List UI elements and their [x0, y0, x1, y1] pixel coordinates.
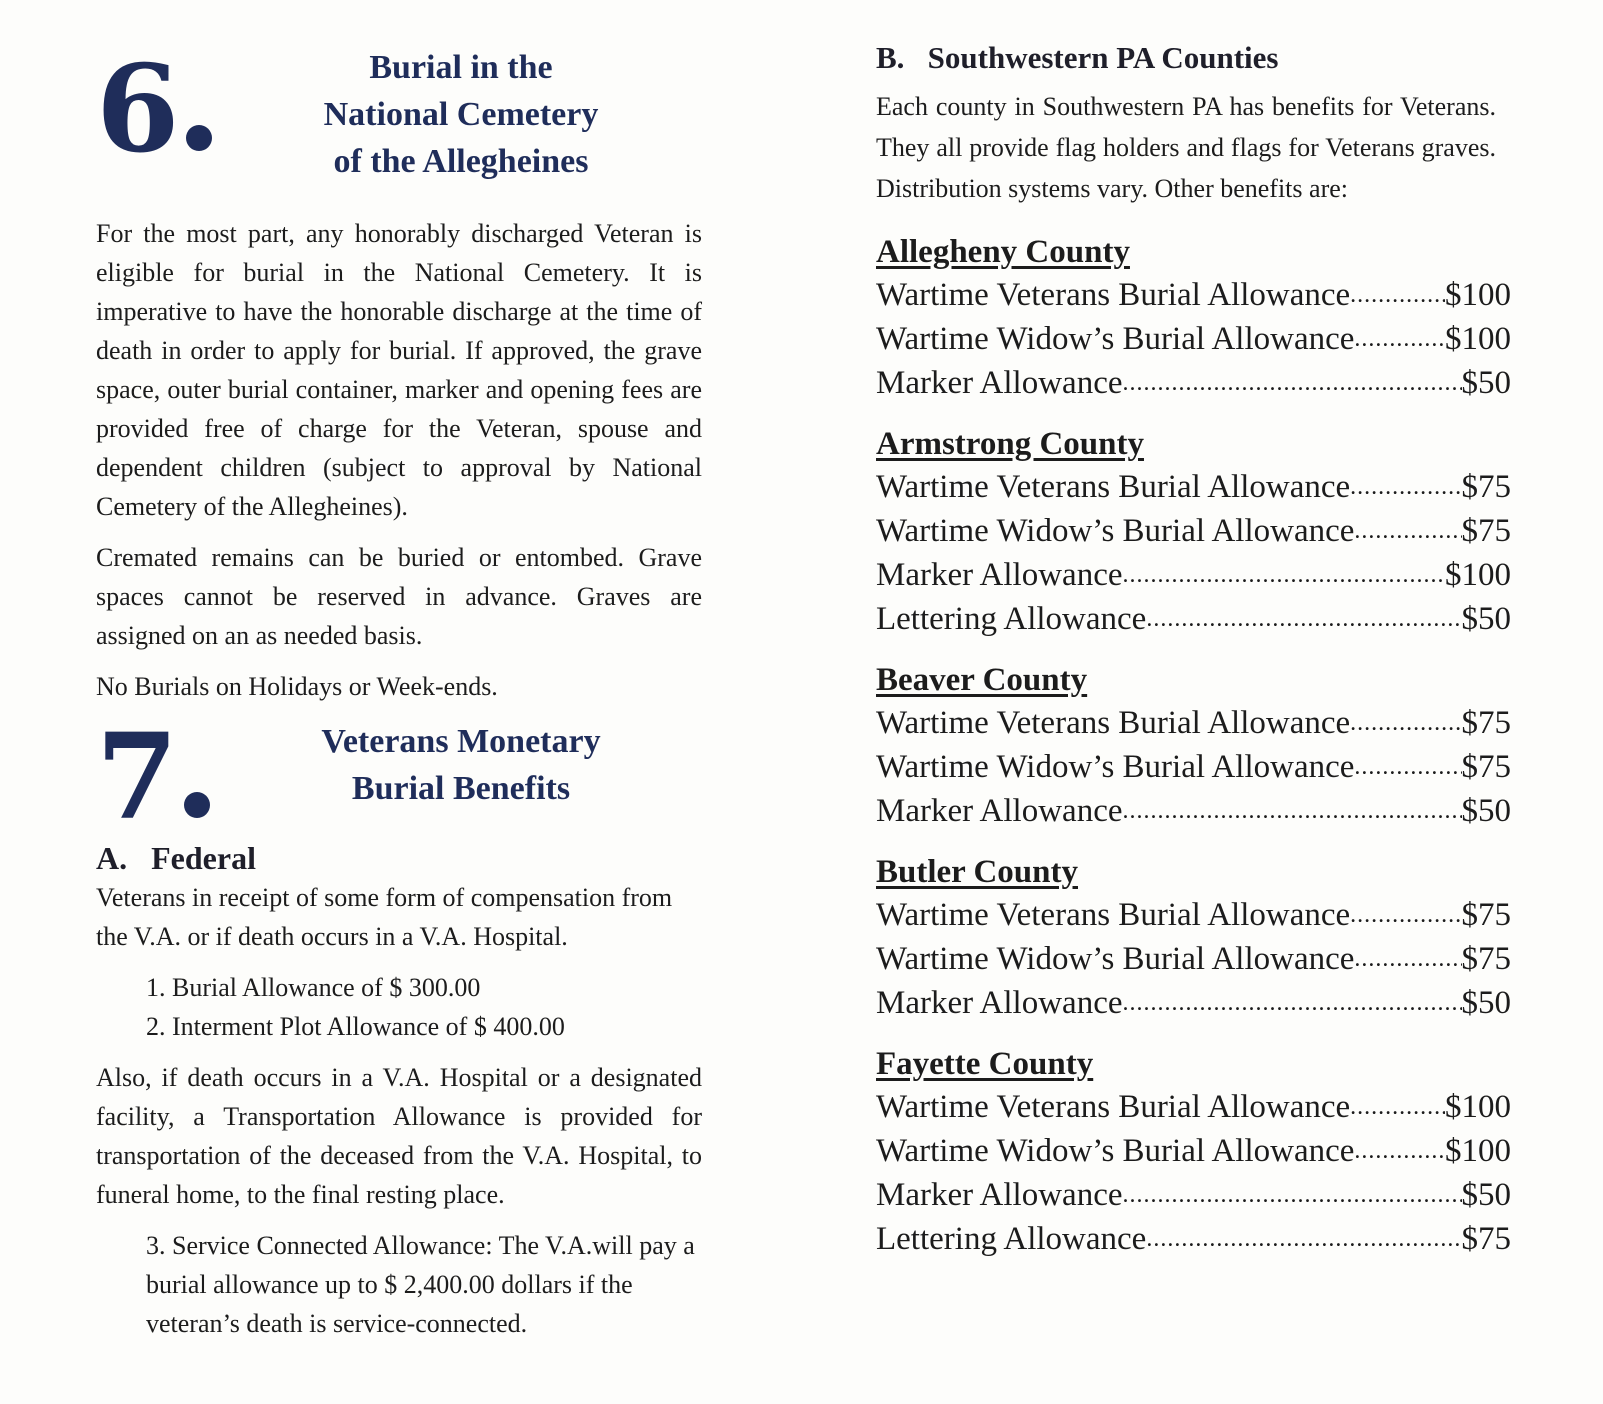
allowance-label: Marker Allowance — [876, 985, 1123, 1021]
southwestern-heading: B. Southwestern PA Counties — [876, 40, 1279, 75]
allowance-label: Wartime Widow’s Burial Allowance — [876, 941, 1355, 977]
leader-dots — [1354, 1129, 1445, 1173]
right-column — [876, 0, 1526, 1261]
allowance-label: Lettering Allowance — [876, 1221, 1147, 1257]
allowance-label: Marker Allowance — [876, 557, 1123, 593]
allowance-label: Wartime Veterans Burial Allowance — [876, 897, 1351, 933]
allowance-label: Marker Allowance — [876, 1177, 1123, 1213]
section-6-number — [96, 39, 212, 180]
section-6-digit: 6 — [96, 39, 180, 180]
leader-dots — [1350, 465, 1461, 509]
section-7-digit: 7 — [96, 707, 179, 846]
allowance-amount: $50 — [1461, 793, 1511, 829]
allowance-amount: $100 — [1445, 1133, 1511, 1169]
allowance-label: Wartime Widow’s Burial Allowance — [876, 749, 1355, 785]
allowance-amount: $50 — [1461, 1177, 1511, 1213]
section-7-header — [96, 707, 702, 846]
allowance-label: Wartime Widow’s Burial Allowance — [876, 513, 1355, 549]
section-6-paragraph-eligibility: For the most part, any honorably discharged Veteran is eligible for burial in the National Cemetery. It is imperative to have the honorable discharge at the time of death in order to apply for burial. If approved, the grave space, outer burial container, marker and opening fees are provided free of charge for the Veteran, spouse and dependent children (subject to approval by National Cemetery of the Allegheines). — [96, 219, 702, 521]
section-6-title-line: Burial in the — [369, 49, 553, 86]
federal-allowance-item: 2. Interment Plot Allowance of $ 400.00 — [146, 1012, 565, 1041]
allowance-label: Wartime Veterans Burial Allowance — [876, 705, 1351, 741]
allowance-amount: $75 — [1461, 1221, 1511, 1257]
county-name: Armstrong County — [876, 426, 1144, 462]
allowance-row — [876, 509, 1511, 553]
leader-dots — [1146, 1217, 1461, 1261]
allowance-amount: $100 — [1445, 277, 1511, 313]
leader-dots — [1146, 597, 1461, 641]
federal-service-connected-item: 3. Service Connected Allowance: The V.A.will pay a burial allowance up to $ 2,400.00 dollars if the veteran’s death is service-connected. — [146, 1231, 695, 1338]
allowance-row — [876, 317, 1511, 361]
allowance-label: Marker Allowance — [876, 365, 1123, 401]
allowance-row — [876, 893, 1511, 937]
allowance-label: Lettering Allowance — [876, 601, 1147, 637]
allowance-row — [876, 361, 1511, 405]
allowance-amount: $75 — [1461, 469, 1511, 505]
allowance-row — [876, 1173, 1511, 1217]
leader-dots — [1350, 893, 1461, 937]
allowance-row — [876, 701, 1511, 745]
federal-transportation-paragraph: Also, if death occurs in a V.A. Hospital or a designated facility, a Transportation Allowance is provided for transportation of the deceased from the V.A. Hospital, to funeral home, to the final resting place. — [96, 1063, 702, 1209]
allowance-amount: $100 — [1445, 557, 1511, 593]
federal-allowance-list — [96, 968, 702, 1046]
section-7-title-line: Burial Benefits — [351, 770, 571, 807]
section-7-number — [96, 707, 210, 846]
allowance-label: Wartime Veterans Burial Allowance — [876, 277, 1351, 313]
leader-dots — [1354, 745, 1461, 789]
section-6-title-line: of the Allegheines — [333, 143, 589, 180]
county-name: Allegheny County — [876, 234, 1130, 270]
county-list — [876, 231, 1526, 1261]
leader-dots — [1123, 1173, 1462, 1217]
allowance-amount: $100 — [1445, 321, 1511, 357]
leader-dots — [1350, 273, 1445, 317]
allowance-row — [876, 1085, 1511, 1129]
allowance-row — [876, 937, 1511, 981]
county-name: Butler County — [876, 854, 1078, 890]
federal-intro: Veterans in receipt of some form of compensation from the V.A. or if death occurs in a V.A. Hospital. — [96, 883, 673, 951]
allowance-label: Marker Allowance — [876, 793, 1123, 829]
federal-heading: A. Federal — [96, 840, 256, 876]
allowance-row — [876, 465, 1511, 509]
allowance-label: Wartime Veterans Burial Allowance — [876, 469, 1351, 505]
allowance-amount: $75 — [1461, 897, 1511, 933]
county-block — [876, 1043, 1526, 1261]
section-7-title — [266, 718, 656, 812]
county-block — [876, 851, 1526, 1025]
allowance-amount: $50 — [1461, 365, 1511, 401]
southwestern-intro: Each county in Southwestern PA has benefits for Veterans. They all provide flag holders and flags for Veterans graves. Distribution systems vary. Other benefits are: — [876, 92, 1496, 203]
section-6-paragraph-holidays: No Burials on Holidays or Week-ends. — [96, 672, 498, 701]
county-block — [876, 231, 1526, 405]
section-6-title — [266, 44, 656, 185]
leader-dots — [1354, 317, 1445, 361]
section-7-dot — [184, 792, 210, 818]
leader-dots — [1123, 981, 1462, 1025]
leader-dots — [1354, 509, 1461, 553]
allowance-row — [876, 789, 1511, 833]
allowance-amount: $75 — [1461, 705, 1511, 741]
leader-dots — [1123, 361, 1462, 405]
allowance-row — [876, 597, 1511, 641]
allowance-amount: $50 — [1461, 985, 1511, 1021]
allowance-amount: $75 — [1461, 941, 1511, 977]
allowance-row — [876, 1129, 1511, 1173]
county-block — [876, 659, 1526, 833]
leader-dots — [1354, 937, 1461, 981]
allowance-row — [876, 273, 1511, 317]
allowance-row — [876, 553, 1511, 597]
allowance-amount: $75 — [1461, 749, 1511, 785]
section-6-paragraph-cremated: Cremated remains can be buried or entombed. Grave spaces cannot be reserved in advance. Graves are assigned on an as needed basis. — [96, 543, 702, 650]
allowance-label: Wartime Veterans Burial Allowance — [876, 1089, 1351, 1125]
allowance-row — [876, 981, 1511, 1025]
leader-dots — [1123, 789, 1462, 833]
allowance-amount: $100 — [1445, 1089, 1511, 1125]
allowance-amount: $75 — [1461, 513, 1511, 549]
allowance-row — [876, 745, 1511, 789]
allowance-row — [876, 1217, 1511, 1261]
leader-dots — [1350, 1085, 1445, 1129]
county-name: Fayette County — [876, 1046, 1094, 1082]
section-6-title-line: National Cemetery — [323, 96, 599, 133]
section-6-dot — [186, 125, 212, 151]
federal-allowance-item: 1. Burial Allowance of $ 300.00 — [146, 973, 481, 1002]
county-block — [876, 423, 1526, 641]
leader-dots — [1123, 553, 1446, 597]
county-name: Beaver County — [876, 662, 1088, 698]
section-7-title-line: Veterans Monetary — [321, 723, 601, 760]
allowance-label: Wartime Widow’s Burial Allowance — [876, 321, 1355, 357]
allowance-amount: $50 — [1461, 601, 1511, 637]
left-column — [96, 0, 702, 1343]
leader-dots — [1350, 701, 1461, 745]
section-6-header — [96, 39, 702, 220]
allowance-label: Wartime Widow’s Burial Allowance — [876, 1133, 1355, 1169]
